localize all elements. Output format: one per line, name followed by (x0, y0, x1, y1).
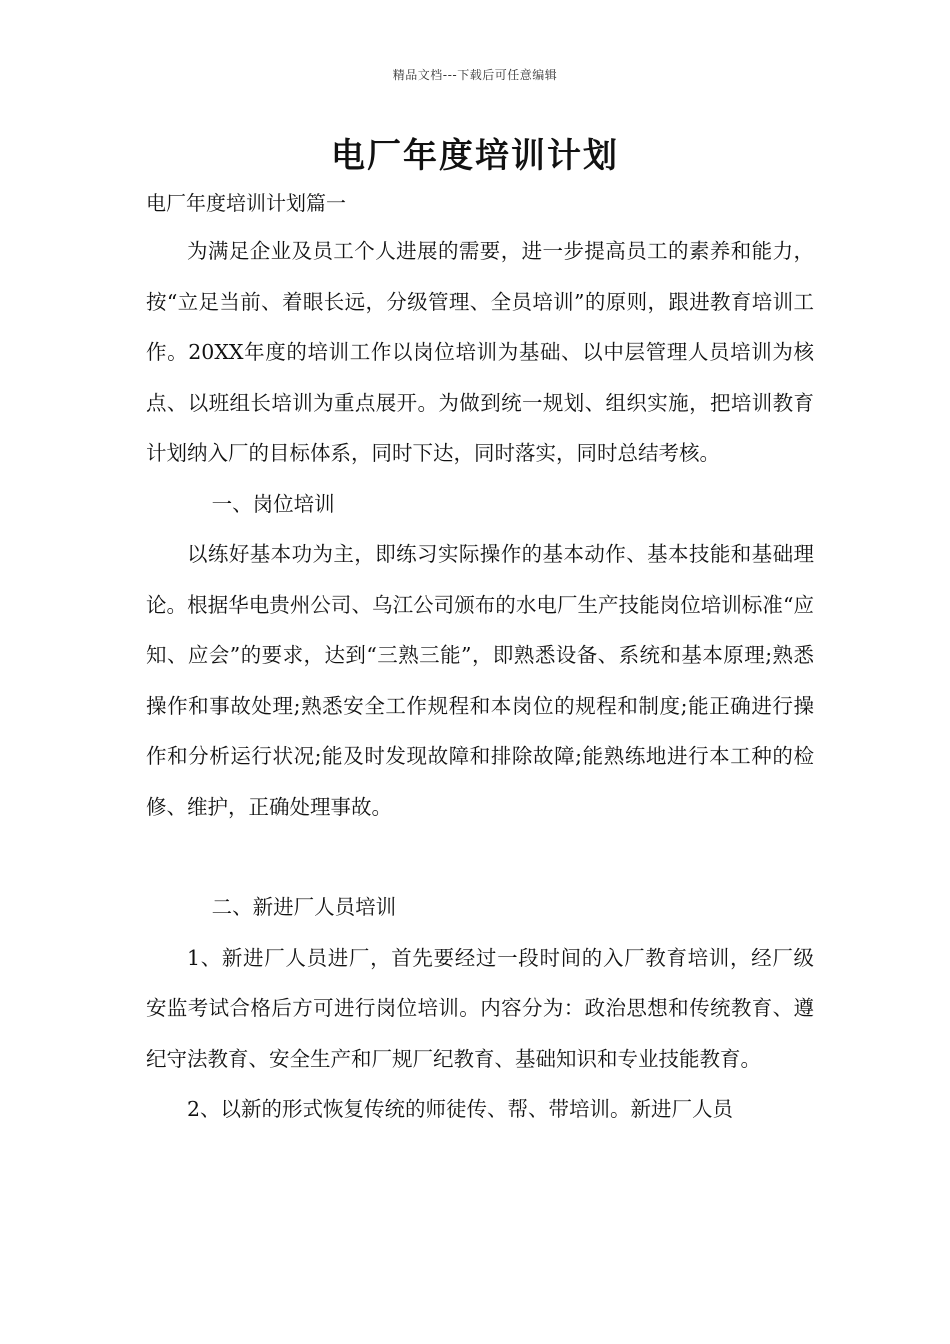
document-title: 电厂年度培训计划 (331, 136, 619, 176)
blank-line (146, 832, 814, 882)
section-1-heading: 一、岗位培训 (211, 491, 335, 516)
section-2-heading: 二、新进厂人员培训 (211, 895, 397, 919)
document-body (146, 226, 814, 1135)
section-2-item-1: 1、新进厂人员进厂，首先要经过一段时间的入厂教育培训，经厂级安监考试合格后方可进行岗位培训。内容分为：政治思想和传统教育、遵纪守法教育、安全生产和厂规厂纪教育、基础知识和专业技能教育。 (146, 945, 814, 1071)
header-note: 精品文档---下载后可任意编辑 (392, 68, 558, 82)
intro-paragraph: 为满足企业及员工个人进展的需要，进一步提高员工的素养和能力，按“立足当前、着眼长远，分级管理、全员培训”的原则，跟进教育培训工作。20XX年度的培训工作以岗位培训为基础、以中层管理人员培训为核点、以班组长培训为重点展开。为做到统一规划、组织实施，把培训教育计划纳入厂的目标体系，同时下达，同时落实，同时总结考核。 (146, 239, 814, 465)
section-2-item-2: 2、以新的形式恢复传统的师徒传、帮、带培训。新进厂人员 (187, 1097, 734, 1121)
section-1-paragraph: 以练好基本功为主，即练习实际操作的基本动作、基本技能和基础理论。根据华电贵州公司、乌江公司颁布的水电厂生产技能岗位培训标准“应知、应会”的要求，达到“三熟三能”，即熟悉设备、系统和基本原理;熟悉操作和事故处理;熟悉安全工作规程和本岗位的规程和制度;能正确进行操作和分析运行状况;能及时发现故障和排除故障;能熟练地进行本工种的检修、维护，正确处理事故。 (146, 542, 814, 819)
document-subtitle: 电厂年度培训计划篇一 (146, 191, 346, 215)
